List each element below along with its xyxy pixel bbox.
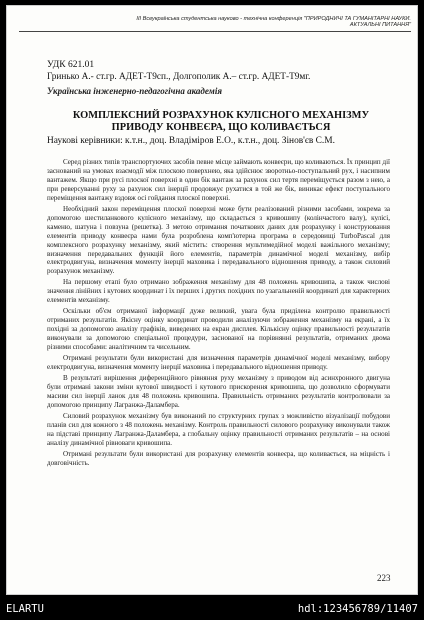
handle-identifier: hdl:123456789/11407 — [297, 603, 418, 615]
page-number: 223 — [377, 573, 391, 583]
paragraph: Серед різних типів транспортуючих засобів певне місце займають конвеєри, що коливаються. Їх принцип дії заснований на умовах взаємодії між плоскою поверхнею, яка здійснює зворотньо-поступальний рух, і насипним вантажем. Якщо при русі плоскої поверхні в один бік вантаж за рахунок сил тертя переміщується разом з нею, а при реверсуванні руху за рахунок сил інерції продовжує рухатися в той же бік, виникає ефект поступального переміщення вантажу вздовж осі гойдання плоскої поверхні. — [47, 158, 390, 202]
authors-line: Гринько А.- ст.гр. АДЕТ-Т9сп., Долгополик А.– ст.гр. АДЕТ-Т9мг. — [47, 72, 311, 82]
paragraph: Оскільки об'єм отриманої інформації дуже великий, увага була приділена контролю правильності отриманих результатів. Якісну оцінку координат проводили аналізуючи зображення механізму на екрані, а їх похідні за допомогою аналізу графіків, виведених на екран дисплея. Кількісну оцінку правильності результатів виконували за допомогою спеціальної процедури, заснованої на порівнянні результатів, отриманих двома різними способами: аналітичним та чисельним. — [47, 307, 390, 352]
body-text — [47, 158, 390, 469]
paragraph: Необхідний закон переміщення плоскої поверхні може бути реалізований різними засобами, зокрема за допомогою шестиланкового кулісного механізму, що складається з кривошипу (колінчастого валу), кулісі, каменю, шатуна і повзуна (решетка). З метою отримання початкових даних для розрахунку і конструювання елементів приводу конвеєра нами була розроблена комп'ютерна програма в середовищі TurboPascal для комплексного розрахунку механізму, який містить: створення мультимедійної моделі важільного механізму; визначення передавальних функцій його елементів, параметрів динамічної моделі механізму, вибір електродвигуна, визначення моменту інерції маховика і передавального відношення приводу, а також силовий розрахунок механізму. — [47, 204, 390, 276]
repository-label: ELARTU — [6, 603, 44, 615]
paper-title: КОМПЛЕКСНИЙ РОЗРАХУНОК КУЛІСНОГО МЕХАНІЗМУ ПРИВОДУ КОНВЕЄРА, ЩО КОЛИВАЄТЬСЯ — [72, 110, 370, 133]
paragraph: Отримані результати були використані для визначення параметрів динамічної моделі механізму, вибору електродвигуна, визначення моменту інерції маховика і передавального відношення приводу. — [47, 354, 390, 371]
document-page — [6, 5, 418, 595]
paragraph: Отримані результати були використані для розрахунку елементів конвеєра, що коливається, на міцність і довговічність. — [47, 449, 390, 467]
institution-name: Українська інженерно-педагогічна академія — [47, 86, 222, 96]
paragraph: На першому етапі було отримано зображення механізму для 48 положень кривошипа, а також числові значення лінійних і кутових координат і їх перших і других похідних по узагальненій координаті для характерних елементів механізму. — [47, 278, 390, 305]
paragraph: Силовий розрахунок механізму був виконаний по структурних групах з можливістю візуалізації побудови планів сил для кожного з 48 положень механізму. Контроль правильності силового розрахунку виконували також на підставі принципу Лагранжа-Даламбера, а глобальну оцінку правильності отриманих результатів – на основі аналізу динамічної рівноваги кривошипа. — [47, 411, 390, 447]
udk-code: УДК 621.01 — [47, 60, 95, 70]
paragraph: В результаті вирішення диференційного рівняння руху механізму з приводом від асинхронного двигуна були отримані закони зміни кутової швидкості і кутового прискорення кривошипа, що дозволило сформувати масиви сил інерції ланок для 48 положень кривошипа. Правильність отриманих результатів контролювали за допомогою принципу Лагранжа-Даламбера. — [47, 373, 390, 409]
conference-header: ІІІ Всеукраїнська студентська науково - технічна конференція "ПРИРОДНИЧІ ТА ГУМАНІТАРНІ НАУКИ. АКТУАЛЬНІ ПИТАННЯ" — [19, 16, 411, 32]
supervisors-line: Наукові керівники: к.т.н., доц. Владіміров Е.О., к.т.н., доц. Зінов'єв С.М. — [47, 136, 335, 146]
